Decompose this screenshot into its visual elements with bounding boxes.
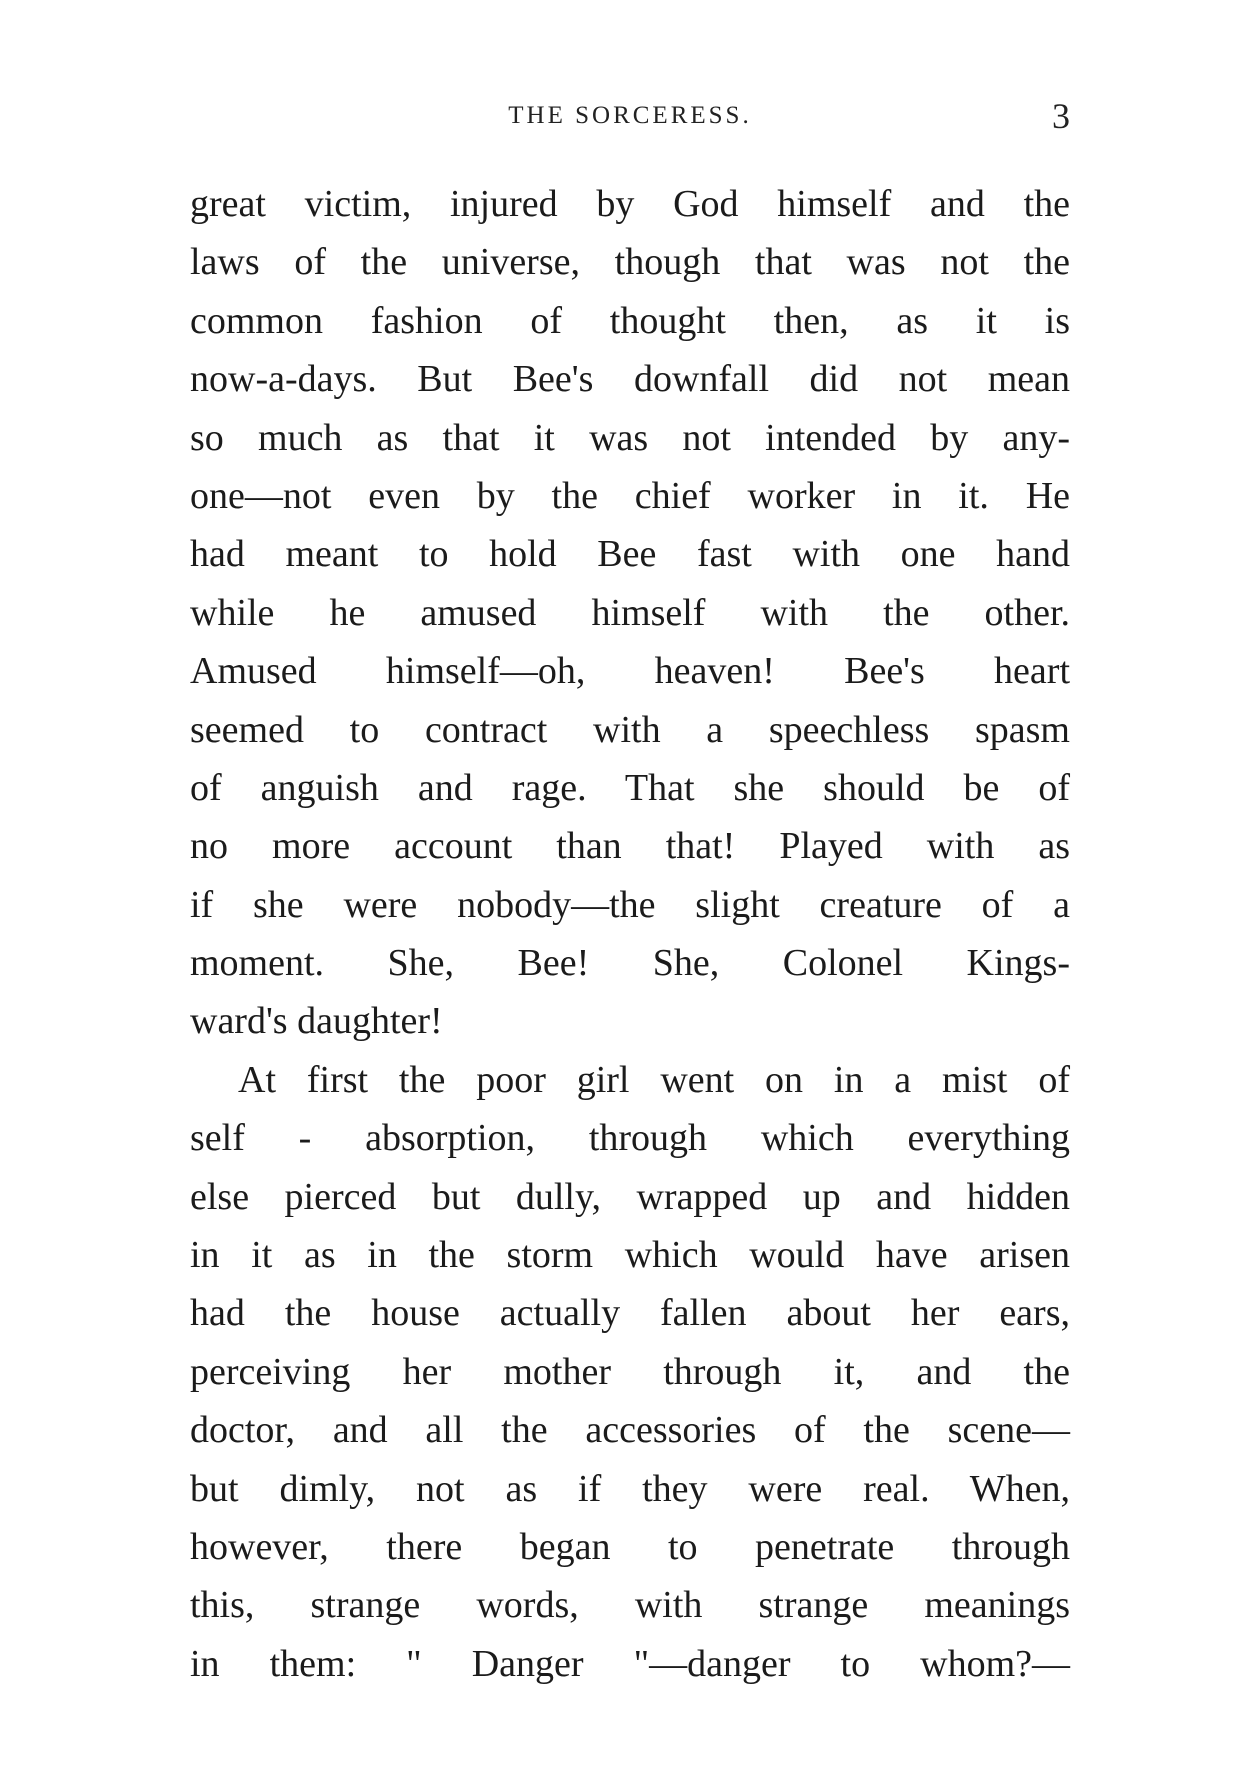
running-title: THE SORCERESS.	[508, 102, 752, 129]
text-line: if she were nobody—the slight creature of a	[190, 883, 1070, 926]
text-line: ward's daughter!	[190, 1000, 443, 1043]
body-text	[190, 175, 1070, 1693]
text-line: while he amused himself with the other.	[190, 591, 1070, 634]
text-line: Amused himself—oh, heaven! Bee's heart	[190, 650, 1070, 693]
text-line: doctor, and all the accessories of the scene—	[190, 1409, 1070, 1452]
text-line: seemed to contract with a speechless spasm	[190, 708, 1070, 751]
text-line: moment. She, Bee! She, Colonel Kings-	[190, 942, 1070, 985]
text-line: great victim, injured by God himself and the	[190, 183, 1070, 225]
text-line: but dimly, not as if they were real. When,	[190, 1467, 1070, 1510]
text-line: had meant to hold Bee fast with one hand	[190, 533, 1070, 576]
text-line: of anguish and rage. That she should be of	[190, 766, 1070, 809]
text-line: no more account than that! Played with as	[190, 825, 1070, 868]
text-line: laws of the universe, though that was not the	[190, 241, 1070, 284]
text-line: however, there began to penetrate through	[190, 1525, 1070, 1568]
text-line: this, strange words, with strange meanings	[190, 1584, 1070, 1627]
text-line: perceiving her mother through it, and the	[190, 1350, 1070, 1393]
text-line: now-a-days. But Bee's downfall did not mean	[190, 358, 1070, 401]
text-line: so much as that it was not intended by any-	[190, 416, 1070, 459]
text-line: had the house actually fallen about her ears,	[190, 1292, 1070, 1335]
text-line: At first the poor girl went on in a mist of	[238, 1058, 1070, 1101]
text-line: self - absorption, through which everything	[190, 1117, 1070, 1160]
page-number: 3	[1052, 96, 1070, 136]
text-line: one—not even by the chief worker in it. He	[190, 474, 1070, 517]
text-line: in them: " Danger "—danger to whom?—	[190, 1642, 1070, 1685]
running-head	[190, 98, 1070, 134]
text-line: in it as in the storm which would have arisen	[190, 1234, 1070, 1277]
text-line: common fashion of thought then, as it is	[190, 299, 1070, 342]
text-line: else pierced but dully, wrapped up and hidden	[190, 1175, 1070, 1218]
